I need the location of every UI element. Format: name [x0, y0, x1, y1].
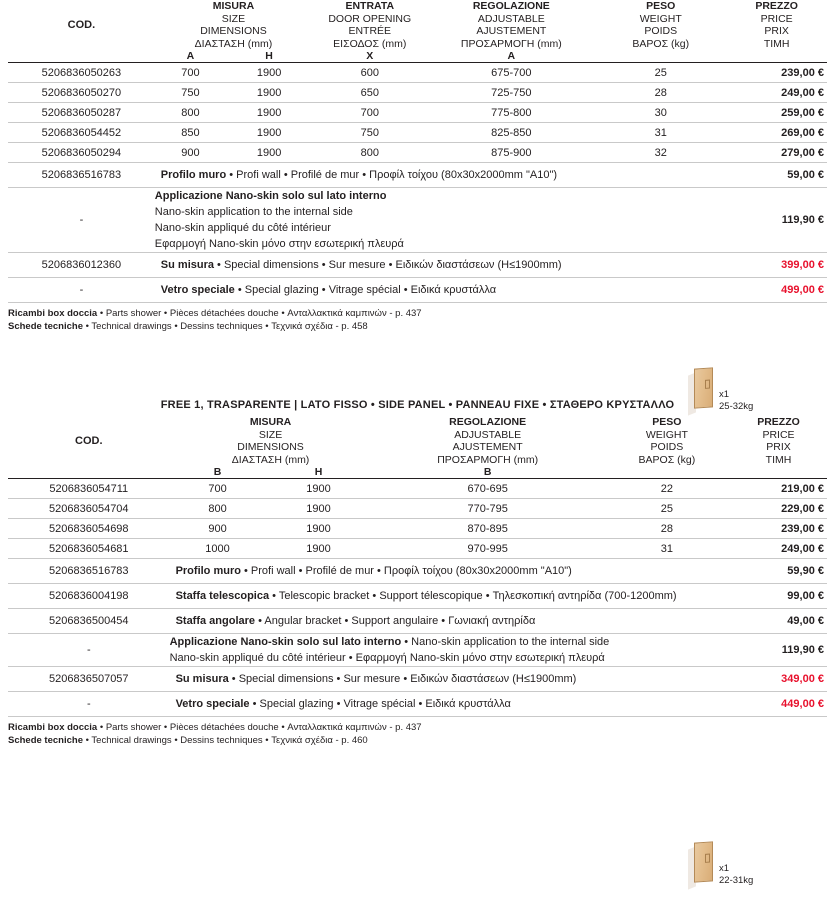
cell-peso: 31 — [595, 123, 726, 143]
cell-description — [170, 559, 730, 584]
cell-cod: 5206836500454 — [8, 609, 170, 634]
cell-description — [155, 188, 727, 253]
footnote-parts — [8, 721, 827, 734]
desc-bold: Staffa telescopica — [175, 590, 270, 602]
table-row — [8, 539, 827, 559]
header-cod: COD. — [75, 435, 103, 447]
cell-price: 119,90 € — [726, 188, 827, 253]
cell-peso: 25 — [595, 63, 726, 83]
table-row — [8, 479, 827, 499]
table-row-profilo-muro — [8, 163, 827, 188]
header-regolazione: REGOLAZIONE ADJUSTABLE AJUSTEMENT ΠΡΟΣΑΡΜΟΓΗ (mm) — [437, 416, 539, 466]
cell-adj: 775-800 — [427, 103, 595, 123]
desc-line-2: Nano-skin application to the internal side — [154, 206, 353, 218]
cell-price: 99,00 € — [730, 584, 827, 609]
cell-cod: 5206836516783 — [8, 559, 170, 584]
cell-h: 1900 — [226, 63, 312, 83]
subheader-adj: A — [507, 50, 516, 62]
cell-adj: 725-750 — [427, 83, 595, 103]
cell-price: 239,00 € — [726, 63, 827, 83]
footnote-bold: Ricambi box doccia — [8, 308, 98, 319]
cell-x: 800 — [312, 143, 427, 163]
product-table-free1-side-panel — [8, 416, 827, 717]
cell-b: 700 — [170, 479, 266, 499]
cell-cod: 5206836054681 — [8, 539, 170, 559]
cell-description — [170, 634, 730, 667]
table-subheader-row — [8, 50, 827, 63]
cell-cod: - — [8, 634, 170, 667]
cell-cod: 5206836054698 — [8, 519, 170, 539]
desc-rest: • Special glazing • Vitrage spécial • Ειδικά κρυστάλλα — [234, 284, 497, 296]
table-row-nanoskin — [8, 634, 827, 667]
packaging-weight-block-1 — [688, 368, 753, 414]
cell-a: 700 — [155, 63, 226, 83]
header-prezzo: PREZZO PRICE PRIX TIMH — [757, 416, 800, 466]
desc-line-2: Nano-skin appliqué du côté intérieur • Εφαρμογή Nano-skin μόνο στην εσωτερική πλευρά — [169, 652, 605, 664]
cell-peso: 28 — [595, 83, 726, 103]
desc-line-1: Applicazione Nano-skin solo sul lato interno • Nano-skin application to the internal side — [169, 636, 610, 648]
desc-bold: Profilo muro — [160, 169, 227, 181]
desc-bold: Vetro speciale — [175, 698, 250, 710]
cell-cod: - — [8, 188, 155, 253]
cell-x: 750 — [312, 123, 427, 143]
header-peso: PESO WEIGHT POIDS ΒΑΡΟΣ (kg) — [638, 416, 696, 466]
footnotes-section-1 — [8, 303, 827, 333]
cell-price: 269,00 € — [726, 123, 827, 143]
table-row — [8, 143, 827, 163]
glass-panel-icon — [688, 842, 714, 888]
cell-cod: 5206836012360 — [8, 253, 155, 278]
cell-peso: 22 — [604, 479, 730, 499]
table-row-staffa-angolare — [8, 609, 827, 634]
cell-price: 219,00 € — [730, 479, 827, 499]
desc-bold: Profilo muro — [175, 565, 241, 577]
cell-cod: - — [8, 278, 155, 303]
cell-a: 750 — [155, 83, 226, 103]
footnote-parts — [8, 307, 827, 320]
footnote-rest: • Parts shower • Pièces détachées douche • Ανταλλακτικά καμπινών - p. 437 — [97, 722, 422, 733]
cell-h: 1900 — [226, 143, 312, 163]
header-misura: MISURA SIZE DIMENSIONS ΔΙΑΣΤΑΣΗ (mm) — [194, 0, 273, 50]
desc-line-1: Applicazione Nano-skin solo sul lato interno — [154, 190, 387, 202]
cell-h: 1900 — [265, 519, 371, 539]
cell-cod: - — [8, 692, 170, 717]
cell-adj: 875-900 — [427, 143, 595, 163]
cell-cod: 5206836054704 — [8, 499, 170, 519]
cell-price: 119,90 € — [730, 634, 827, 667]
cell-description — [170, 609, 730, 634]
footnotes-section-2 — [8, 717, 827, 747]
cell-price: 229,00 € — [730, 499, 827, 519]
cell-h: 1900 — [226, 83, 312, 103]
package-weight-range: 22-31kg — [719, 875, 754, 886]
header-regolazione: REGOLAZIONE ADJUSTABLE AJUSTEMENT ΠΡΟΣΑΡΜΟΓΗ (mm) — [460, 0, 562, 50]
packaging-weight-text — [719, 389, 753, 414]
cell-b: 800 — [170, 499, 266, 519]
subheader-h: H — [314, 466, 323, 478]
desc-line-3: Nano-skin appliqué du côté intérieur — [154, 222, 331, 234]
packaging-weight-text — [719, 863, 753, 888]
footnote-drawings — [8, 320, 827, 333]
cell-price: 449,00 € — [730, 692, 827, 717]
cell-cod: 5206836516783 — [8, 163, 155, 188]
footnote-drawings — [8, 734, 827, 747]
cell-b: 900 — [170, 519, 266, 539]
table-row — [8, 519, 827, 539]
cell-adj: 770-795 — [372, 499, 604, 519]
cell-price: 249,00 € — [726, 83, 827, 103]
cell-adj: 670-695 — [372, 479, 604, 499]
cell-peso: 31 — [604, 539, 730, 559]
section-title-free1-side-panel: FREE 1, TRASPARENTE | LATO FISSO • SIDE PANEL • PANNEAU FIXE • ΣΤΑΘΕΡΟ ΚΡΥΣΤΑΛΛΟ — [160, 399, 675, 411]
header-peso: PESO WEIGHT POIDS ΒΑΡΟΣ (kg) — [632, 0, 690, 50]
subheader-x: X — [366, 50, 374, 62]
cell-adj: 870-895 — [372, 519, 604, 539]
header-cod: COD. — [67, 19, 96, 31]
cell-cod: 5206836054711 — [8, 479, 170, 499]
table-row — [8, 123, 827, 143]
subheader-adj: B — [483, 466, 492, 478]
footnote-rest: • Parts shower • Pièces détachées douche • Ανταλλακτικά καμπινών - p. 437 — [97, 308, 422, 319]
footnote-rest: • Technical drawings • Dessins techniques • Τεχνικά σχέδια - p. 460 — [82, 735, 368, 746]
desc-rest: • Special glazing • Vitrage spécial • Ειδικά κρυστάλλα — [249, 698, 511, 710]
cell-b: 1000 — [170, 539, 266, 559]
table-row — [8, 83, 827, 103]
cell-h: 1900 — [265, 499, 371, 519]
footnote-rest: • Technical drawings • Dessins techniques • Τεχνικά σχέδια - p. 458 — [82, 321, 368, 332]
cell-cod: 5206836050263 — [8, 63, 155, 83]
cell-description — [170, 667, 730, 692]
cell-cod: 5206836507057 — [8, 667, 170, 692]
package-qty: x1 — [719, 863, 730, 874]
table-row — [8, 103, 827, 123]
cell-description — [155, 253, 727, 278]
desc-bold: Vetro speciale — [160, 284, 235, 296]
header-prezzo: PREZZO PRICE PRIX TIMH — [755, 0, 798, 50]
table-row-profilo-muro — [8, 559, 827, 584]
cell-cod: 5206836050270 — [8, 83, 155, 103]
desc-rest: • Telescopic bracket • Support télescopique • Τηλεσκοπική αντηρίδα (700-1200mm) — [269, 590, 677, 602]
desc-line-4: Εφαρμογή Nano-skin μόνο στην εσωτερική πλευρά — [154, 238, 404, 250]
table-row-vetro-speciale — [8, 278, 827, 303]
table-row-vetro-speciale — [8, 692, 827, 717]
cell-h: 1900 — [226, 123, 312, 143]
glass-panel-icon — [688, 368, 714, 414]
cell-cod: 5206836050294 — [8, 143, 155, 163]
cell-description — [170, 692, 730, 717]
cell-price: 49,00 € — [730, 609, 827, 634]
cell-price: 259,00 € — [726, 103, 827, 123]
subheader-h: H — [265, 50, 273, 62]
cell-price: 399,00 € — [726, 253, 827, 278]
cell-a: 900 — [155, 143, 226, 163]
desc-rest: • Special dimensions • Sur mesure • Ειδικών διαστάσεων (H≤1900mm) — [213, 259, 562, 271]
footnote-bold: Schede tecniche — [8, 321, 83, 332]
cell-adj: 675-700 — [427, 63, 595, 83]
cell-price: 239,00 € — [730, 519, 827, 539]
cell-description — [155, 163, 727, 188]
cell-a: 800 — [155, 103, 226, 123]
cell-adj: 825-850 — [427, 123, 595, 143]
cell-adj: 970-995 — [372, 539, 604, 559]
subheader-a: A — [186, 50, 195, 62]
cell-h: 1900 — [265, 539, 371, 559]
table-header-row — [8, 416, 827, 466]
cell-price: 59,90 € — [730, 559, 827, 584]
cell-price: 349,00 € — [730, 667, 827, 692]
cell-h: 1900 — [226, 103, 312, 123]
cell-h: 1900 — [265, 479, 371, 499]
cell-price: 499,00 € — [726, 278, 827, 303]
package-qty: x1 — [719, 389, 730, 400]
header-misura: MISURA SIZE DIMENSIONS ΔΙΑΣΤΑΣΗ (mm) — [231, 416, 310, 466]
table-row-staffa-telescopica — [8, 584, 827, 609]
cell-x: 650 — [312, 83, 427, 103]
cell-x: 600 — [312, 63, 427, 83]
cell-peso: 25 — [604, 499, 730, 519]
cell-description — [155, 278, 727, 303]
desc-rest: • Angular bracket • Support angulaire • Γωνιακή αντηρίδα — [255, 615, 536, 627]
packaging-weight-block-2 — [688, 842, 753, 888]
desc-rest: • Special dimensions • Sur mesure • Ειδικών διαστάσεων (H≤1900mm) — [228, 673, 577, 685]
footnote-bold: Ricambi box doccia — [8, 722, 98, 733]
cell-price: 249,00 € — [730, 539, 827, 559]
desc-rest: • Profi wall • Profilé de mur • Προφίλ τοίχου (80x30x2000mm "A10") — [226, 169, 558, 181]
cell-x: 700 — [312, 103, 427, 123]
cell-a: 850 — [155, 123, 226, 143]
subheader-b: B — [213, 466, 222, 478]
desc-bold: Su misura — [175, 673, 229, 685]
cell-peso: 28 — [604, 519, 730, 539]
cell-price: 59,00 € — [726, 163, 827, 188]
package-weight-range: 25-32kg — [719, 401, 754, 412]
table-row-nanoskin — [8, 188, 827, 253]
cell-cod: 5206836004198 — [8, 584, 170, 609]
cell-description — [170, 584, 730, 609]
desc-bold: Staffa angolare — [175, 615, 256, 627]
cell-cod: 5206836054452 — [8, 123, 155, 143]
cell-peso: 32 — [595, 143, 726, 163]
cell-price: 279,00 € — [726, 143, 827, 163]
table-row — [8, 63, 827, 83]
cell-cod: 5206836050287 — [8, 103, 155, 123]
table-row-su-misura — [8, 253, 827, 278]
table-header-row — [8, 0, 827, 50]
desc-bold: Su misura — [160, 259, 214, 271]
table-row-su-misura — [8, 667, 827, 692]
table-subheader-row — [8, 466, 827, 479]
product-table-free1-door — [8, 0, 827, 303]
table-row — [8, 499, 827, 519]
header-entrata: ENTRATA DOOR OPENING ENTRÉE ΕΙΣΟΔΟΣ (mm) — [328, 0, 412, 50]
cell-peso: 30 — [595, 103, 726, 123]
desc-rest: • Profi wall • Profilé de mur • Προφίλ τοίχου (80x30x2000mm "A10") — [240, 565, 572, 577]
footnote-bold: Schede tecniche — [8, 735, 83, 746]
